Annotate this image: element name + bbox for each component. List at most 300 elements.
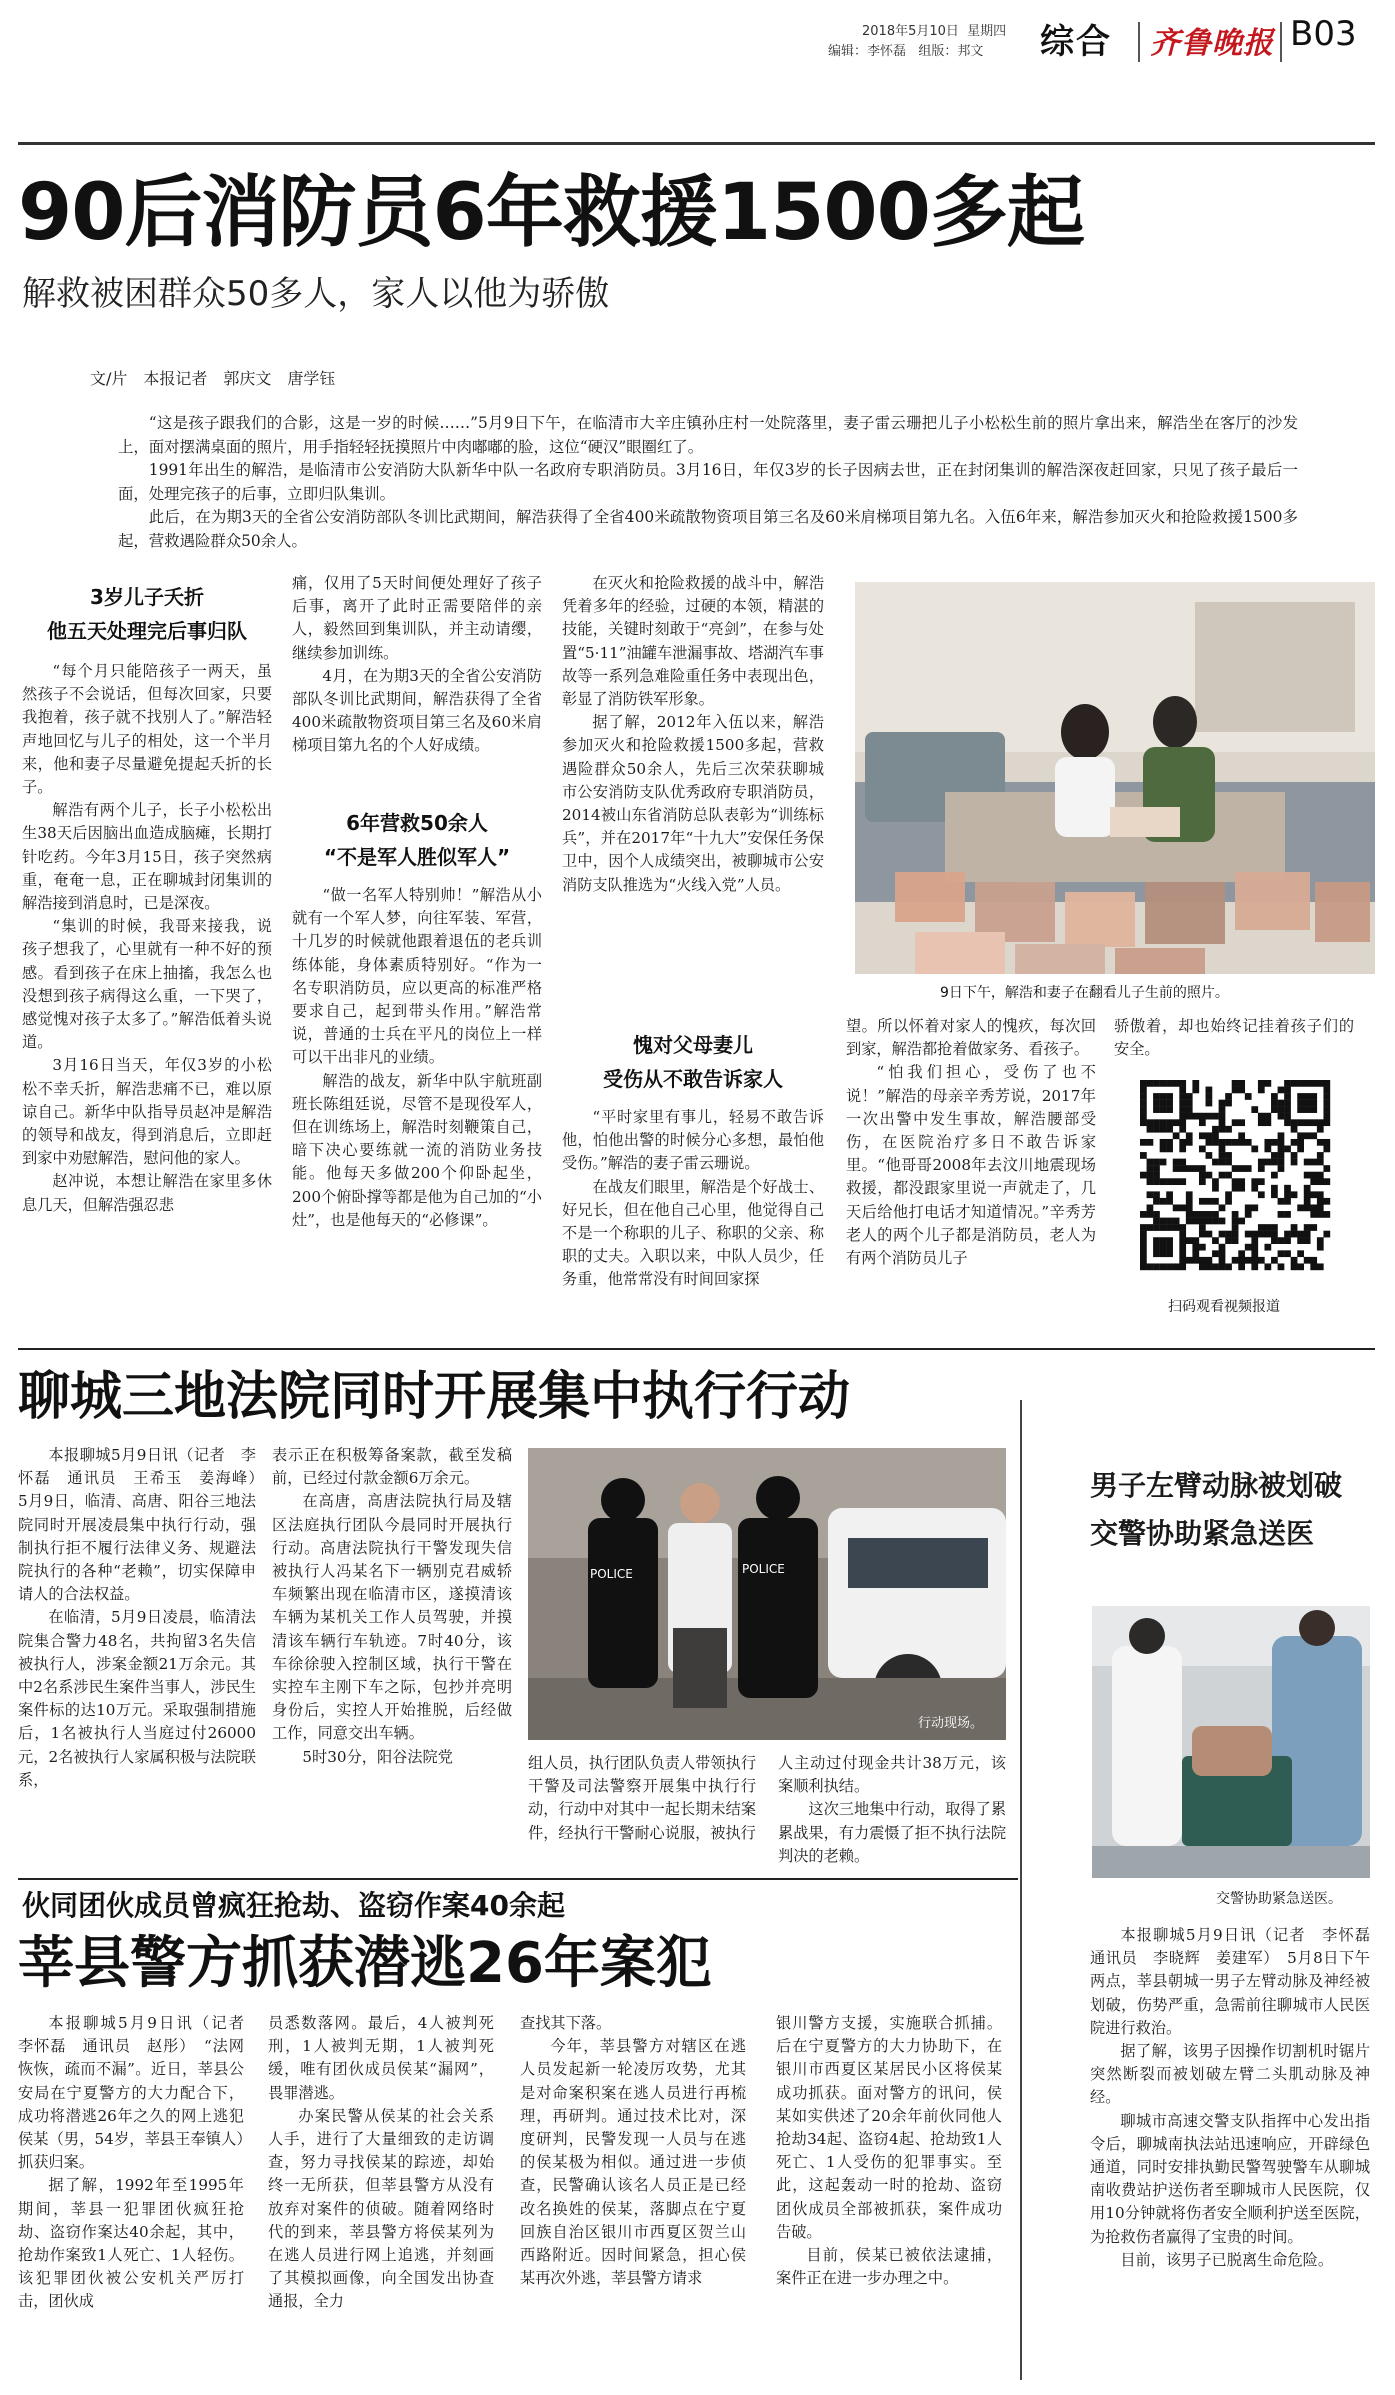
qr-module xyxy=(1238,1132,1245,1139)
qr-module xyxy=(1304,1231,1311,1238)
qr-module xyxy=(1264,1146,1271,1153)
qr-module xyxy=(1251,1244,1258,1251)
qr-module xyxy=(1317,1263,1324,1270)
qr-module xyxy=(1166,1100,1173,1107)
qr-module xyxy=(1271,1093,1278,1100)
qr-module xyxy=(1304,1204,1311,1211)
qr-module xyxy=(1173,1263,1180,1270)
qr-module xyxy=(1199,1178,1206,1185)
qr-module xyxy=(1258,1224,1265,1231)
qr-module xyxy=(1264,1139,1271,1146)
qr-module xyxy=(1278,1113,1285,1120)
qr-module xyxy=(1278,1087,1285,1094)
body-paragraph: 办案民警从侯某的社会关系人手，进行了大量细致的走访调查，努力寻找侯某的踪迹，却始终一无所获，但莘县警方从没有放弃对案件的侦破。随着网络时代的到来，莘县警方将侯某列为在逃人员进行网上追逃，并刻画了其模拟画像，向全国发出协查通报，全力 xyxy=(268,2106,494,2311)
qr-module xyxy=(1310,1257,1317,1264)
family-photo-illustration xyxy=(855,582,1375,974)
editor-text: 编辑：李怀磊 xyxy=(828,44,907,59)
story1-col3b xyxy=(562,1106,824,1350)
qr-module xyxy=(1147,1224,1154,1231)
qr-module xyxy=(1304,1237,1311,1244)
qr-module xyxy=(1219,1152,1226,1159)
qr-module xyxy=(1297,1132,1304,1139)
story4-headline xyxy=(1090,1462,1370,1558)
qr-module xyxy=(1323,1080,1330,1087)
qr-module xyxy=(1258,1191,1265,1198)
qr-module xyxy=(1206,1087,1213,1094)
qr-module xyxy=(1166,1178,1173,1185)
qr-module xyxy=(1238,1080,1245,1087)
qr-module xyxy=(1284,1250,1291,1257)
qr-module xyxy=(1219,1159,1226,1166)
qr-module xyxy=(1140,1172,1147,1179)
qr-module xyxy=(1225,1159,1232,1166)
story2-col1 xyxy=(18,1444,272,1868)
qr-module xyxy=(1310,1191,1317,1198)
header-rule xyxy=(18,142,1375,145)
qr-module xyxy=(1147,1080,1154,1087)
qr-module xyxy=(1186,1139,1193,1146)
qr-module xyxy=(1140,1106,1147,1113)
qr-module xyxy=(1147,1263,1154,1270)
qr-module xyxy=(1251,1178,1258,1185)
qr-module xyxy=(1153,1093,1160,1100)
header-divider-2 xyxy=(1280,22,1282,62)
qr-module xyxy=(1160,1119,1167,1126)
qr-module xyxy=(1310,1263,1317,1270)
qr-module xyxy=(1166,1250,1173,1257)
body-paragraph: 今年，莘县警方对辖区在逃人员发起新一轮凌厉攻势，尤其是对命案积案在逃人员进行再梳理，再研判。通过技术比对，深度研判，民警发现一人员与在逃的侯某极为相似。通过进一步侦查，民警确认该名人员正是已经改名换姓的侯某，落脚点在宁夏回族自治区银川市西夏区贺兰山西路附近。因时间紧急，担心侯某再次外逃，莘县警方请求 xyxy=(520,2037,746,2288)
qr-module xyxy=(1271,1237,1278,1244)
qr-module xyxy=(1291,1119,1298,1126)
story2-col2 xyxy=(272,1444,512,1868)
qr-module xyxy=(1153,1165,1160,1172)
qr-module xyxy=(1271,1191,1278,1198)
lede-paragraph: 1991年出生的解浩，是临清市公安消防大队新华中队一名政府专职消防员。3月16日，年仅3岁的长子因病去世，正在封闭集训的解浩深夜赶回家，只见了孩子最后一面，处理完孩子的后事，立即归队集训。 xyxy=(118,461,1298,503)
qr-module xyxy=(1160,1093,1167,1100)
qr-module xyxy=(1232,1185,1239,1192)
story1-col4 xyxy=(846,1015,1096,1345)
qr-module xyxy=(1173,1159,1180,1166)
qr-module xyxy=(1258,1257,1265,1264)
story1-headline: 90后消防员6年救援1500多起 xyxy=(18,168,1084,258)
story1-col5 xyxy=(1114,1015,1354,1065)
qr-module xyxy=(1186,1218,1193,1225)
qr-module xyxy=(1284,1080,1291,1087)
qr-module xyxy=(1186,1106,1193,1113)
lede-paragraph: “这是孩子跟我们的合影，这是一岁的时候……”5月9日下午，在临清市大辛庄镇孙庄村一处院落里，妻子雷云珊把儿子小松松生前的照片拿出来，解浩坐在客厅的沙发上，面对摆满桌面的照片，用手指轻轻抚摸照片中肉嘟嘟的脸，这位“硬汉”眼圈红了。 xyxy=(118,414,1298,456)
qr-module xyxy=(1147,1204,1154,1211)
qr-module xyxy=(1245,1139,1252,1146)
qr-module xyxy=(1206,1263,1213,1270)
qr-module xyxy=(1251,1263,1258,1270)
qr-module xyxy=(1291,1159,1298,1166)
qr-module xyxy=(1297,1263,1304,1270)
qr-module xyxy=(1317,1204,1324,1211)
qr-module xyxy=(1304,1093,1311,1100)
header-divider xyxy=(1138,22,1140,62)
qr-module xyxy=(1140,1263,1147,1270)
qr-module xyxy=(1147,1191,1154,1198)
story3-headline: 莘县警方抓获潜逃26年案犯 xyxy=(18,1931,712,1996)
lede-paragraph: 此后，在为期3天的全省公安消防部队冬训比武期间，解浩获得了全省400米疏散物资项目第三名及60米肩梯项目第九名。入伍6年来，解浩参加灭火和抢险救援1500多起，营救遇险群众50余人。 xyxy=(118,508,1298,550)
qr-module xyxy=(1160,1198,1167,1205)
body-paragraph: “每个月只能陪孩子一两天，虽然孩子不会说话，但每次回家，只要我抱着，孩子就不找别人了。”解浩轻声地回忆与儿子的相处，这一个半月来，他和妻子尽量避免提起夭折的长子。 xyxy=(22,662,272,797)
qr-module xyxy=(1317,1126,1324,1133)
qr-module xyxy=(1304,1185,1311,1192)
body-paragraph: 据了解，2012年入伍以来，解浩参加灭火和抢险救援1500多起，营救遇险群众50余人，先后三次荣获聊城市公安消防支队优秀政府专职消防员，2014被山东省消防总队表彰为“训练标兵”，并在2017年“十九大”安保任务保卫中，因个人成绩突出，被聊城市公安消防支队推选为“火线入党”人员。 xyxy=(562,713,824,894)
qr-module xyxy=(1199,1146,1206,1153)
body-paragraph: 据了解，该男子因操作切割机时锯片突然断裂而被划破左臂二头肌动脉及神经。 xyxy=(1090,2042,1370,2107)
qr-module xyxy=(1232,1218,1239,1225)
qr-module xyxy=(1225,1100,1232,1107)
qr-module xyxy=(1323,1198,1330,1205)
qr-module xyxy=(1284,1106,1291,1113)
qr-module xyxy=(1153,1119,1160,1126)
qr-module xyxy=(1264,1231,1271,1238)
story1-col2b xyxy=(292,884,542,1350)
qr-module xyxy=(1199,1113,1206,1120)
qr-module xyxy=(1323,1178,1330,1185)
qr-module xyxy=(1323,1211,1330,1218)
headline-line: 交警协助紧急送医 xyxy=(1090,1517,1315,1550)
qr-module xyxy=(1199,1132,1206,1139)
qr-module xyxy=(1251,1146,1258,1153)
police-vest-label: POLICE xyxy=(742,1562,785,1576)
qr-module xyxy=(1232,1087,1239,1094)
issue-date xyxy=(862,20,1006,39)
qr-module xyxy=(1140,1231,1147,1238)
page-header xyxy=(0,0,1395,90)
qr-module xyxy=(1317,1237,1324,1244)
body-paragraph: 赵冲说，本想让解浩在家里多休息几天，但解浩强忍悲 xyxy=(22,1172,272,1214)
qr-module xyxy=(1199,1218,1206,1225)
qr-module xyxy=(1166,1139,1173,1146)
qr-module xyxy=(1166,1126,1173,1133)
qr-module xyxy=(1179,1100,1186,1107)
qr-module xyxy=(1166,1198,1173,1205)
qr-module xyxy=(1304,1080,1311,1087)
qr-module xyxy=(1245,1244,1252,1251)
qr-module xyxy=(1173,1165,1180,1172)
qr-module xyxy=(1192,1218,1199,1225)
qr-module xyxy=(1212,1113,1219,1120)
qr-module xyxy=(1179,1126,1186,1133)
qr-module xyxy=(1251,1257,1258,1264)
qr-module xyxy=(1291,1080,1298,1087)
qr-module xyxy=(1284,1231,1291,1238)
qr-module xyxy=(1186,1211,1193,1218)
qr-module xyxy=(1245,1257,1252,1264)
qr-module xyxy=(1192,1257,1199,1264)
body-paragraph: “集训的时候，我哥来接我，说孩子想我了，心里就有一种不好的预感。看到孩子在床上抽搐，我怎么也没想到孩子病得这么重，一下哭了，感觉愧对孩子太多了。”解浩低着头说道。 xyxy=(22,917,272,1052)
qr-module xyxy=(1219,1113,1226,1120)
qr-module xyxy=(1179,1263,1186,1270)
qr-module xyxy=(1258,1178,1265,1185)
qr-module xyxy=(1284,1211,1291,1218)
qr-module xyxy=(1140,1250,1147,1257)
qr-module xyxy=(1297,1146,1304,1153)
qr-module xyxy=(1212,1126,1219,1133)
qr-module xyxy=(1179,1257,1186,1264)
qr-module xyxy=(1284,1191,1291,1198)
qr-module xyxy=(1264,1119,1271,1126)
story4-photo xyxy=(1092,1606,1370,1878)
qr-module xyxy=(1219,1126,1226,1133)
qr-module xyxy=(1212,1263,1219,1270)
story1-photo xyxy=(855,582,1375,974)
qr-module xyxy=(1219,1100,1226,1107)
qr-module xyxy=(1206,1231,1213,1238)
body-paragraph: 5时30分，阳谷法院党 xyxy=(302,1747,453,1766)
qr-module xyxy=(1278,1132,1285,1139)
qr-module xyxy=(1238,1250,1245,1257)
qr-module xyxy=(1291,1152,1298,1159)
qr-module xyxy=(1160,1237,1167,1244)
qr-module xyxy=(1140,1087,1147,1094)
qr-module xyxy=(1310,1224,1317,1231)
qr-module xyxy=(1264,1159,1271,1166)
qr-module xyxy=(1212,1198,1219,1205)
qr-module xyxy=(1304,1159,1311,1166)
qr-module xyxy=(1147,1139,1154,1146)
qr-module xyxy=(1179,1165,1186,1172)
qr-module xyxy=(1219,1106,1226,1113)
qr-module xyxy=(1225,1237,1232,1244)
qr-module xyxy=(1173,1119,1180,1126)
qr-module xyxy=(1186,1204,1193,1211)
qr-module xyxy=(1251,1250,1258,1257)
qr-module xyxy=(1232,1211,1239,1218)
qr-module xyxy=(1140,1152,1147,1159)
qr-module xyxy=(1271,1159,1278,1166)
qr-module xyxy=(1219,1231,1226,1238)
body-paragraph: 在灭火和抢险救援的战斗中，解浩凭着多年的经验，过硬的本领，精湛的技能，关键时刻敢于“亮剑”，在参与处置“5·11”油罐车泄漏事故、塔湖汽车事故等一系列急难险重任务中表现出色，彰显了消防铁军形象。 xyxy=(562,574,824,709)
qr-module xyxy=(1232,1165,1239,1172)
qr-module xyxy=(1153,1080,1160,1087)
qr-module xyxy=(1206,1172,1213,1179)
qr-module xyxy=(1199,1263,1206,1270)
qr-module xyxy=(1179,1106,1186,1113)
qr-module xyxy=(1186,1113,1193,1120)
qr-module xyxy=(1166,1218,1173,1225)
qr-module xyxy=(1166,1080,1173,1087)
qr-module xyxy=(1160,1218,1167,1225)
qr-module xyxy=(1186,1191,1193,1198)
qr-code[interactable] xyxy=(1140,1080,1330,1270)
qr-module xyxy=(1179,1119,1186,1126)
qr-module xyxy=(1166,1244,1173,1251)
qr-module xyxy=(1206,1218,1213,1225)
body-paragraph: 4月，在为期3天的全省公安消防部队冬训比武期间，解浩获得了全省400米疏散物资项目第三名及60米肩梯项目第九名的个人好成绩。 xyxy=(292,666,542,755)
qr-module xyxy=(1166,1093,1173,1100)
subhead-line: 受伤从不敢告诉家人 xyxy=(603,1067,783,1091)
qr-module xyxy=(1219,1139,1226,1146)
qr-module xyxy=(1317,1159,1324,1166)
qr-module xyxy=(1232,1257,1239,1264)
qr-module xyxy=(1238,1139,1245,1146)
qr-module xyxy=(1297,1119,1304,1126)
qr-module xyxy=(1304,1257,1311,1264)
qr-module xyxy=(1284,1185,1291,1192)
qr-module xyxy=(1186,1093,1193,1100)
qr-module xyxy=(1291,1231,1298,1238)
qr-module xyxy=(1147,1119,1154,1126)
qr-module xyxy=(1179,1093,1186,1100)
qr-module xyxy=(1160,1159,1167,1166)
qr-module xyxy=(1317,1172,1324,1179)
qr-module xyxy=(1212,1178,1219,1185)
qr-module xyxy=(1258,1080,1265,1087)
qr-module xyxy=(1271,1257,1278,1264)
qr-module xyxy=(1206,1257,1213,1264)
qr-module xyxy=(1323,1119,1330,1126)
qr-module xyxy=(1284,1087,1291,1094)
qr-module xyxy=(1140,1257,1147,1264)
qr-module xyxy=(1140,1139,1147,1146)
qr-module xyxy=(1219,1172,1226,1179)
qr-module xyxy=(1278,1198,1285,1205)
section-rule-2 xyxy=(18,1878,1018,1880)
qr-module xyxy=(1192,1250,1199,1257)
qr-module xyxy=(1317,1080,1324,1087)
body-paragraph: 员悉数落网。最后，4人被判死刑，1人被判无期，1人被判死缓，唯有团伙成员侯某“漏网”，畏罪潜逃。 xyxy=(268,2014,494,2102)
qr-module xyxy=(1166,1146,1173,1153)
qr-module xyxy=(1317,1178,1324,1185)
body-paragraph: 痛，仅用了5天时间便处理好了孩子后事，离开了此时正需要陪伴的亲人，毅然回到集训队，并主动请缨，继续参加训练。 xyxy=(292,574,542,662)
qr-module xyxy=(1186,1198,1193,1205)
qr-module xyxy=(1304,1132,1311,1139)
story3-col2 xyxy=(268,2012,494,2382)
qr-module xyxy=(1323,1146,1330,1153)
qr-module xyxy=(1323,1093,1330,1100)
qr-module xyxy=(1147,1211,1154,1218)
qr-module xyxy=(1166,1191,1173,1198)
headline-line: 男子左臂动脉被划破 xyxy=(1090,1469,1343,1502)
story2-photo xyxy=(528,1448,1006,1740)
qr-module xyxy=(1245,1165,1252,1172)
qr-module xyxy=(1186,1257,1193,1264)
qr-module xyxy=(1278,1159,1285,1166)
qr-module xyxy=(1232,1178,1239,1185)
qr-module xyxy=(1291,1224,1298,1231)
qr-module xyxy=(1225,1152,1232,1159)
qr-module xyxy=(1219,1263,1226,1270)
qr-module xyxy=(1225,1191,1232,1198)
qr-module xyxy=(1251,1237,1258,1244)
story2-headline: 聊城三地法院同时开展集中执行行动 xyxy=(18,1367,851,1427)
qr-module xyxy=(1192,1087,1199,1094)
body-paragraph: 在高唐，高唐法院执行局及辖区法庭执行团队今晨同时开展执行行动。高唐法院执行干警发现失信被执行人冯某名下一辆别克君威轿车频繁出现在临清市区，遂摸清该车辆为某机关工作人员驾驶，并摸清该车辆行车轨迹。7时40分，该车徐徐驶入控制区域，执行干警在实控车主刚下车之际，包抄并亮明身份后，实控人开始推脱，后经做工作，同意交出车辆。 xyxy=(272,1492,512,1743)
qr-module xyxy=(1153,1224,1160,1231)
qr-module xyxy=(1153,1237,1160,1244)
body-paragraph: 在战友们眼里，解浩是个好战士、好兄长，但在他自己心里，他觉得自己不是一个称职的儿子、称职的父亲、称职的丈夫。入职以来，中队人员少，任务重，他常常没有时间回家探 xyxy=(562,1177,824,1289)
qr-module xyxy=(1212,1139,1219,1146)
qr-module xyxy=(1206,1132,1213,1139)
qr-module xyxy=(1173,1224,1180,1231)
qr-module xyxy=(1212,1218,1219,1225)
qr-module xyxy=(1310,1204,1317,1211)
qr-module xyxy=(1153,1198,1160,1205)
qr-module xyxy=(1140,1211,1147,1218)
qr-module xyxy=(1160,1146,1167,1153)
qr-module xyxy=(1264,1244,1271,1251)
weekday-text: 星期四 xyxy=(967,24,1007,39)
qr-module xyxy=(1304,1106,1311,1113)
qr-module xyxy=(1179,1178,1186,1185)
qr-module xyxy=(1160,1224,1167,1231)
qr-module xyxy=(1251,1106,1258,1113)
qr-module xyxy=(1232,1080,1239,1087)
qr-module xyxy=(1199,1165,1206,1172)
qr-module xyxy=(1206,1152,1213,1159)
body-paragraph: 本报聊城5月9日讯（记者 李怀磊 通讯员 李晓辉 姜建军） 5月8日下午两点，莘县朝城一男子左臂动脉及神经被划破，伤势严重，急需前往聊城市人民医院进行救治。 xyxy=(1090,1926,1386,2037)
qr-module xyxy=(1160,1263,1167,1270)
qr-module xyxy=(1160,1178,1167,1185)
section-rule-1 xyxy=(18,1348,1375,1350)
qr-module xyxy=(1284,1237,1291,1244)
qr-module xyxy=(1278,1165,1285,1172)
subhead-line: 他五天处理完后事归队 xyxy=(47,619,247,643)
qr-module xyxy=(1179,1250,1186,1257)
qr-module xyxy=(1310,1119,1317,1126)
qr-module xyxy=(1291,1257,1298,1264)
body-paragraph: 这次三地集中行动，取得了累累战果，有力震慑了拒不执行法院判决的老赖。 xyxy=(778,1800,1006,1865)
editor-info xyxy=(828,40,983,59)
qr-module xyxy=(1147,1159,1154,1166)
body-paragraph: 组人员，执行团队负责人带领执行干警及司法警察开展集中执行行动，行动中对其中一起长期未结案件，经执行干警耐心说服，被执行 xyxy=(528,1754,756,1842)
qr-module xyxy=(1297,1139,1304,1146)
qr-module xyxy=(1271,1139,1278,1146)
qr-module xyxy=(1258,1113,1265,1120)
story1-photo-caption: 9日下午，解浩和妻子在翻看儿子生前的照片。 xyxy=(940,985,1229,1001)
qr-module xyxy=(1317,1191,1324,1198)
qr-module xyxy=(1140,1237,1147,1244)
qr-module xyxy=(1278,1237,1285,1244)
qr-module xyxy=(1219,1146,1226,1153)
qr-module xyxy=(1271,1185,1278,1192)
qr-module xyxy=(1323,1113,1330,1120)
qr-module xyxy=(1153,1244,1160,1251)
qr-module xyxy=(1186,1165,1193,1172)
body-paragraph: 骄傲着，却也始终记挂着孩子们的安全。 xyxy=(1114,1017,1354,1059)
qr-module xyxy=(1310,1132,1317,1139)
qr-module xyxy=(1219,1119,1226,1126)
body-paragraph: 在临清，5月9日凌晨，临清法院集合警力48名，共拘留3名失信被执行人，涉案金额21万余元。其中2名系涉民生案件当事人，涉民生案件标的达10万元。采取强制措施后，1名被执行人当庭过付26000元，2名被执行人家属积极与法院联系， xyxy=(18,1608,256,1789)
qr-module xyxy=(1160,1250,1167,1257)
qr-module xyxy=(1186,1237,1193,1244)
qr-module xyxy=(1245,1093,1252,1100)
qr-module xyxy=(1238,1119,1245,1126)
qr-module xyxy=(1278,1106,1285,1113)
qr-module xyxy=(1258,1165,1265,1172)
qr-module xyxy=(1212,1237,1219,1244)
qr-module xyxy=(1304,1198,1311,1205)
qr-module xyxy=(1278,1146,1285,1153)
subhead-line: 愧对父母妻儿 xyxy=(633,1033,753,1057)
qr-module xyxy=(1179,1080,1186,1087)
qr-module xyxy=(1232,1224,1239,1231)
qr-module xyxy=(1147,1126,1154,1133)
qr-module xyxy=(1212,1159,1219,1166)
qr-module xyxy=(1225,1172,1232,1179)
qr-module xyxy=(1291,1263,1298,1270)
story1-byline: 文/片 本报记者 郭庆文 唐学钰 xyxy=(90,369,336,388)
qr-module xyxy=(1284,1198,1291,1205)
qr-module xyxy=(1310,1159,1317,1166)
qr-module xyxy=(1310,1106,1317,1113)
qr-module xyxy=(1264,1080,1271,1087)
qr-module xyxy=(1291,1126,1298,1133)
